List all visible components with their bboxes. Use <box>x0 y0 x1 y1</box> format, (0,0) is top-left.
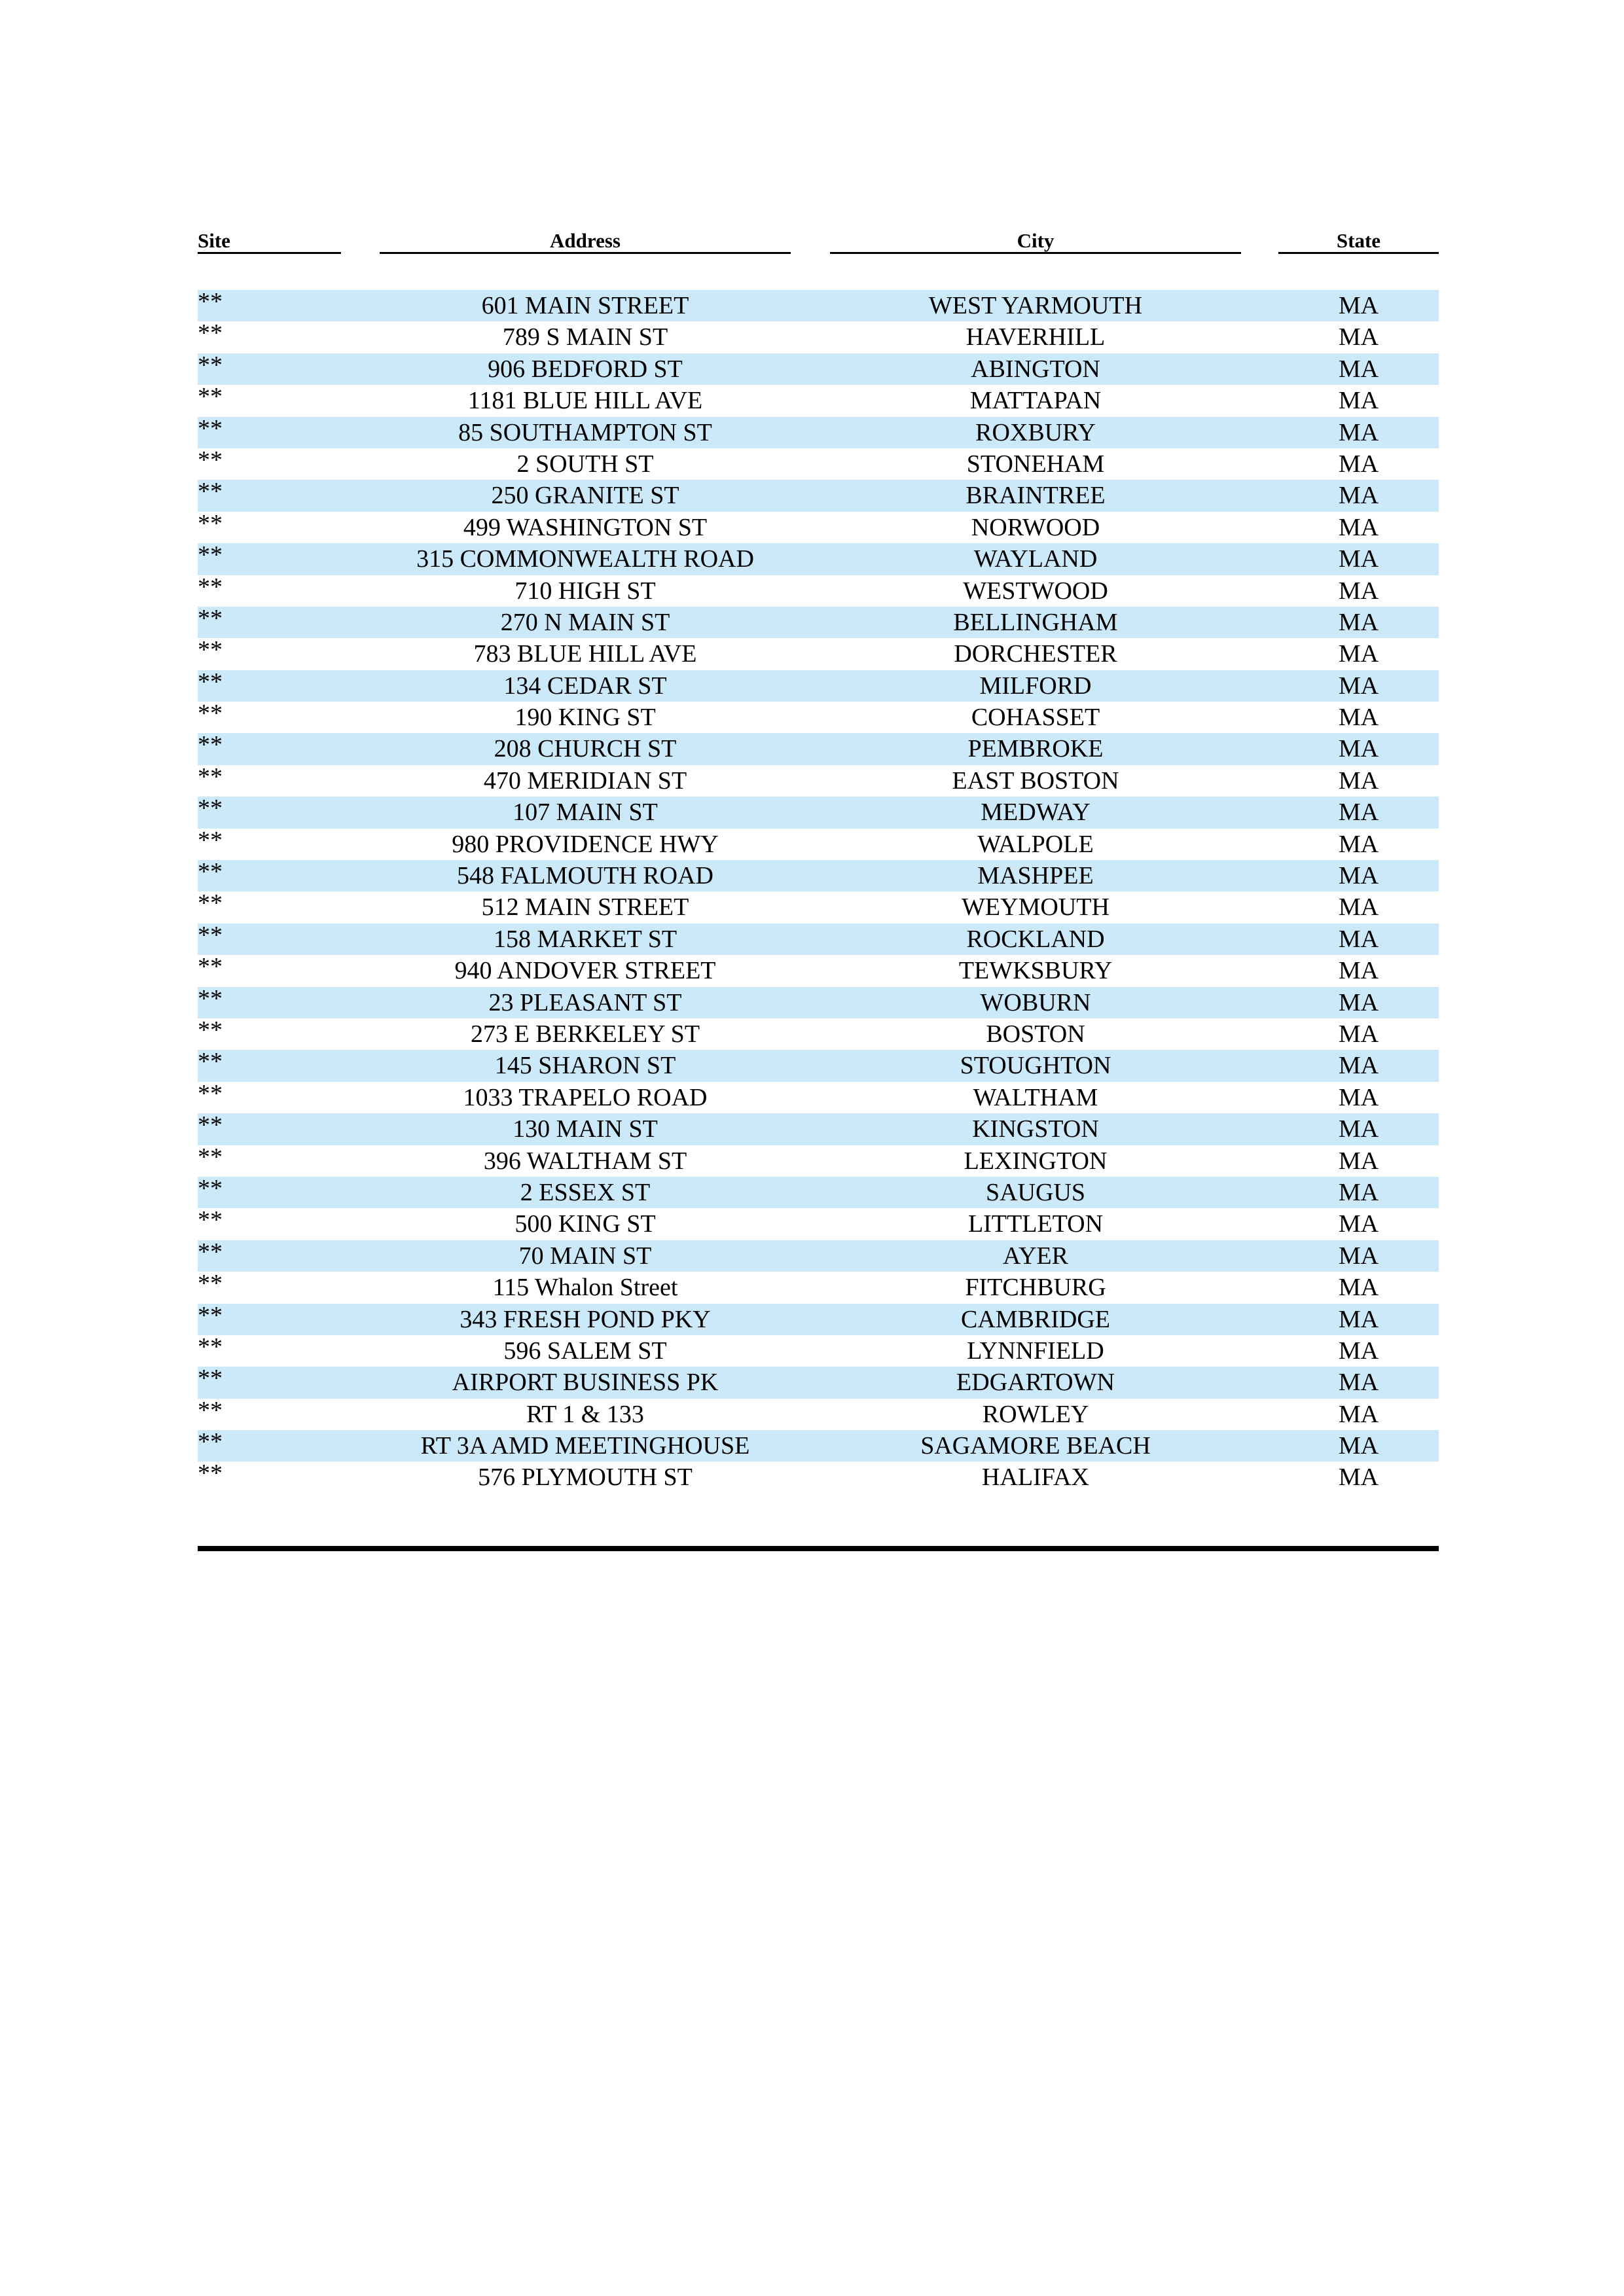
site-cell: ** <box>198 858 223 886</box>
table-row <box>198 321 1439 353</box>
site-cell: ** <box>198 921 223 949</box>
address-cell: 2 SOUTH ST <box>516 450 654 478</box>
table-row <box>198 1462 1439 1493</box>
city-cell: BRAINTREE <box>965 482 1106 510</box>
city-cell: WAYLAND <box>973 545 1098 573</box>
site-cell: ** <box>198 604 223 632</box>
state-cell: MA <box>1338 640 1379 668</box>
site-cell: ** <box>198 1460 223 1488</box>
table-row <box>198 797 1439 828</box>
state-cell: MA <box>1338 418 1379 446</box>
site-cell: ** <box>198 1206 223 1234</box>
state-cell: MA <box>1338 672 1379 700</box>
state-cell: MA <box>1338 798 1379 827</box>
address-cell: 145 SHARON ST <box>494 1052 676 1080</box>
site-cell: ** <box>198 1270 223 1298</box>
site-cell: ** <box>198 1048 223 1076</box>
site-cell: ** <box>198 446 223 474</box>
site-cell: ** <box>198 509 223 537</box>
state-cell: MA <box>1338 1274 1379 1302</box>
state-cell: MA <box>1338 988 1379 1016</box>
city-cell: ROCKLAND <box>966 925 1105 953</box>
address-cell: 1181 BLUE HILL AVE <box>467 387 703 415</box>
address-cell: RT 3A AMD MEETINGHOUSE <box>420 1432 750 1460</box>
address-cell: 2 ESSEX ST <box>520 1178 651 1206</box>
city-cell: BELLINGHAM <box>953 608 1118 636</box>
state-cell: MA <box>1338 323 1379 351</box>
site-cell: ** <box>198 573 223 601</box>
city-cell: PEMBROKE <box>967 735 1104 763</box>
table-row <box>198 1145 1439 1177</box>
address-cell: 107 MAIN ST <box>513 798 658 827</box>
table-row <box>198 762 1439 797</box>
address-cell: 23 PLEASANT ST <box>488 988 682 1016</box>
address-cell: 789 S MAIN ST <box>502 323 668 351</box>
address-cell: 499 WASHINGTON ST <box>463 513 708 541</box>
address-cell: 980 PROVIDENCE HWY <box>452 830 719 858</box>
site-cell: ** <box>198 414 223 442</box>
address-cell: 500 KING ST <box>514 1210 656 1238</box>
address-cell: 710 HIGH ST <box>514 577 656 605</box>
address-cell: 512 MAIN STREET <box>481 893 689 922</box>
city-cell: HAVERHILL <box>965 323 1106 351</box>
state-cell: MA <box>1338 1400 1379 1428</box>
city-cell: WALTHAM <box>973 1083 1098 1111</box>
table-row <box>198 1240 1439 1272</box>
site-cell: ** <box>198 351 223 379</box>
table-row <box>198 638 1439 670</box>
address-cell: 601 MAIN STREET <box>481 292 689 319</box>
site-cell: ** <box>198 541 223 569</box>
table-row <box>198 670 1439 702</box>
state-cell: MA <box>1338 355 1379 383</box>
city-cell: STOUGHTON <box>960 1052 1111 1080</box>
table-row <box>198 575 1439 607</box>
address-cell: 576 PLYMOUTH ST <box>478 1463 693 1492</box>
table-row <box>198 921 1439 955</box>
site-table <box>198 223 1439 1492</box>
site-cell: ** <box>198 1428 223 1456</box>
address-cell: 190 KING ST <box>514 704 656 732</box>
state-cell: MA <box>1338 925 1379 953</box>
site-cell: ** <box>198 668 223 696</box>
city-cell: WESTWOOD <box>963 577 1108 605</box>
address-cell: 270 N MAIN ST <box>500 608 670 636</box>
city-cell: WEYMOUTH <box>962 893 1110 922</box>
city-cell: SAGAMORE BEACH <box>920 1432 1151 1460</box>
address-cell: 548 FALMOUTH ROAD <box>457 862 713 890</box>
table-row <box>198 353 1439 385</box>
state-cell: MA <box>1338 766 1379 795</box>
site-cell: ** <box>198 1365 223 1393</box>
table-row <box>198 1050 1439 1081</box>
state-cell: MA <box>1338 704 1379 732</box>
state-cell: MA <box>1338 608 1379 636</box>
city-cell: FITCHBURG <box>965 1274 1106 1302</box>
site-cell: ** <box>198 288 223 315</box>
address-cell: RT 1 & 133 <box>526 1400 644 1428</box>
address-cell: 85 SOUTHAMPTON ST <box>458 418 712 446</box>
column-header-address: Address <box>380 223 791 254</box>
site-cell: ** <box>198 636 223 664</box>
city-cell: WOBURN <box>980 988 1091 1016</box>
city-cell: NORWOOD <box>971 513 1100 541</box>
state-cell: MA <box>1338 1305 1379 1333</box>
table-body <box>198 290 1439 1494</box>
table-row <box>198 984 1439 1018</box>
table-row <box>198 414 1439 448</box>
table-header-row <box>198 223 1439 257</box>
city-cell: MEDWAY <box>981 798 1091 827</box>
site-cell: ** <box>198 795 223 823</box>
table-row <box>198 891 1439 923</box>
column-header-site: Site <box>198 223 341 254</box>
column-header-state: State <box>1278 223 1439 254</box>
city-cell: WEST YARMOUTH <box>928 292 1143 319</box>
state-cell: MA <box>1338 545 1379 573</box>
table-row <box>198 860 1439 891</box>
table-row <box>198 543 1439 575</box>
table-row <box>198 733 1439 764</box>
table-row <box>198 385 1439 416</box>
site-cell: ** <box>198 383 223 411</box>
table-row <box>198 480 1439 511</box>
table-row <box>198 1367 1439 1398</box>
city-cell: KINGSTON <box>972 1115 1099 1143</box>
city-cell: HALIFAX <box>982 1463 1089 1492</box>
state-cell: MA <box>1338 1020 1379 1048</box>
state-cell: MA <box>1338 450 1379 478</box>
table-row <box>198 604 1439 638</box>
site-cell: ** <box>198 700 223 728</box>
site-cell: ** <box>198 1016 223 1044</box>
table-row <box>198 955 1439 986</box>
table-row <box>198 1174 1439 1208</box>
site-cell: ** <box>198 1333 223 1361</box>
state-cell: MA <box>1338 1147 1379 1175</box>
city-cell: ROWLEY <box>982 1400 1089 1428</box>
table-row <box>198 1208 1439 1240</box>
table-row <box>198 1018 1439 1050</box>
table-row <box>198 448 1439 480</box>
state-cell: MA <box>1338 1083 1379 1111</box>
city-cell: LEXINGTON <box>964 1147 1108 1175</box>
site-cell: ** <box>198 889 223 918</box>
site-cell: ** <box>198 1238 223 1266</box>
city-cell: MILFORD <box>979 672 1092 700</box>
site-cell: ** <box>198 984 223 1013</box>
state-cell: MA <box>1338 1432 1379 1460</box>
address-cell: 70 MAIN ST <box>518 1242 652 1270</box>
state-cell: MA <box>1338 577 1379 605</box>
site-cell: ** <box>198 731 223 759</box>
city-cell: STONEHAM <box>966 450 1105 478</box>
city-cell: WALPOLE <box>977 830 1094 858</box>
address-cell: 396 WALTHAM ST <box>483 1147 687 1175</box>
table-row <box>198 826 1439 860</box>
state-cell: MA <box>1338 482 1379 510</box>
city-cell: MATTAPAN <box>969 387 1102 415</box>
address-cell: 940 ANDOVER STREET <box>454 957 716 985</box>
state-cell: MA <box>1338 830 1379 858</box>
address-cell: 134 CEDAR ST <box>503 672 667 700</box>
address-cell: 906 BEDFORD ST <box>488 355 683 383</box>
address-cell: 115 Whalon Street <box>492 1274 678 1302</box>
table-row <box>198 1079 1439 1113</box>
state-cell: MA <box>1338 1052 1379 1080</box>
address-cell: 208 CHURCH ST <box>494 735 677 763</box>
state-cell: MA <box>1338 513 1379 541</box>
address-cell: 273 E BERKELEY ST <box>470 1020 700 1048</box>
state-cell: MA <box>1338 1115 1379 1143</box>
address-cell: AIRPORT BUSINESS PK <box>452 1369 719 1397</box>
state-cell: MA <box>1338 1178 1379 1206</box>
site-cell: ** <box>198 953 223 981</box>
state-cell: MA <box>1338 1369 1379 1397</box>
state-cell: MA <box>1338 1210 1379 1238</box>
column-header-city: City <box>830 223 1241 254</box>
site-cell: ** <box>198 762 223 791</box>
site-cell: ** <box>198 1143 223 1171</box>
state-cell: MA <box>1338 957 1379 985</box>
table-row <box>198 1272 1439 1303</box>
table-row <box>198 1430 1439 1462</box>
address-cell: 470 MERIDIAN ST <box>483 766 687 795</box>
address-cell: 315 COMMONWEALTH ROAD <box>416 545 754 573</box>
table-row <box>198 290 1439 321</box>
state-cell: MA <box>1338 1242 1379 1270</box>
table-row <box>198 1335 1439 1367</box>
city-cell: LYNNFIELD <box>967 1336 1104 1365</box>
footer-rule <box>198 1546 1439 1551</box>
site-cell: ** <box>198 1111 223 1139</box>
address-cell: 158 MARKET ST <box>493 925 677 953</box>
city-cell: CAMBRIDGE <box>960 1305 1111 1333</box>
city-cell: EDGARTOWN <box>956 1369 1115 1397</box>
site-cell: ** <box>198 1079 223 1107</box>
table-row <box>198 1301 1439 1335</box>
address-cell: 250 GRANITE ST <box>491 482 679 510</box>
site-cell: ** <box>198 478 223 506</box>
address-cell: 343 FRESH POND PKY <box>460 1305 711 1333</box>
city-cell: AYER <box>1003 1242 1068 1270</box>
site-cell: ** <box>198 1301 223 1329</box>
city-cell: ROXBURY <box>975 418 1096 446</box>
table-row <box>198 702 1439 733</box>
state-cell: MA <box>1338 862 1379 890</box>
city-cell: MASHPEE <box>977 862 1094 890</box>
city-cell: SAUGUS <box>985 1178 1086 1206</box>
table-row <box>198 1396 1439 1430</box>
table-row <box>198 1113 1439 1145</box>
site-cell: ** <box>198 826 223 854</box>
city-cell: COHASSET <box>971 704 1100 732</box>
site-cell: ** <box>198 1174 223 1202</box>
state-cell: MA <box>1338 1463 1379 1492</box>
table-row <box>198 509 1439 543</box>
address-cell: 596 SALEM ST <box>503 1336 667 1365</box>
city-cell: ABINGTON <box>971 355 1100 383</box>
address-cell: 783 BLUE HILL AVE <box>473 640 697 668</box>
address-cell: 1033 TRAPELO ROAD <box>463 1083 708 1111</box>
city-cell: LITTLETON <box>967 1210 1104 1238</box>
site-cell: ** <box>198 319 223 348</box>
state-cell: MA <box>1338 1336 1379 1365</box>
site-cell: ** <box>198 1396 223 1424</box>
city-cell: DORCHESTER <box>954 640 1117 668</box>
state-cell: MA <box>1338 893 1379 922</box>
city-cell: BOSTON <box>986 1020 1085 1048</box>
city-cell: TEWKSBURY <box>958 957 1113 985</box>
address-cell: 130 MAIN ST <box>513 1115 658 1143</box>
state-cell: MA <box>1338 292 1379 319</box>
state-cell: MA <box>1338 735 1379 763</box>
city-cell: EAST BOSTON <box>952 766 1119 795</box>
state-cell: MA <box>1338 387 1379 415</box>
